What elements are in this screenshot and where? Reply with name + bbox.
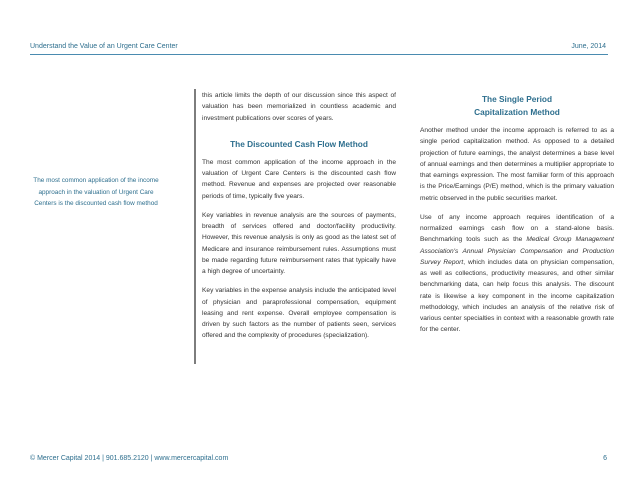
paragraph: Key variables in the expense analysis include the anticipated level of physician and paraprofessional compensation, equipment leasing and rent expense. Overall employee compensation is driven by such factors as the number of patients seen, services offered and the complexity of procedures (specialization). [202,287,396,340]
paragraph [420,212,614,336]
paragraph: Another method under the income approach is referred to as a single period capitalization method. As opposed to a detailed projection of future earnings, the analyst determines a base level of annual earnings and then determines a multiplier appropriate to that earnings expression. The most familiar form of this approach is the Price/Earnings (P/E) method, which is the primary valuation metric observed in the public securities market. [420,127,614,202]
page-number: 6 [603,455,607,462]
paragraph: The most common application of the income approach in the valuation of Urgent Care Centers is the discounted cash flow method. Revenue and expenses are projected over reasonable periods of time, typically five years. [202,158,396,200]
paragraph: Key variables in revenue analysis are the sources of payments, breadth of services offered and doctor/facility productivity. However, this revenue analysis is only as good as the latest set of Medicare and insurance reimbursement rules. Assumptions must be made regarding future reimbursement rates that typically have a high degree of uncertainty. [202,211,396,275]
header-rule [30,54,608,55]
section-heading-dcf: The Discounted Cash Flow Method [230,138,368,149]
paragraph-text: Use of any income approach requires identification of a normalized earnings cash flow on a stand-alone basis. Benchmarking tools such as the [420,213,614,244]
heading-line: The Single Period [481,94,553,104]
text-column-right [420,90,614,344]
text-column-left [202,90,396,350]
footer-contact: © Mercer Capital 2014 | 901.685.2120 | www.mercercapital.com [30,455,229,462]
running-header-date: June, 2014 [571,43,606,50]
pull-quote: The most common application of the income approach in the valuation of Urgent Care Centers is the discounted cash flow method [33,177,159,208]
paragraph: this article limits the depth of our discussion since this aspect of valuation has been memorialized in countless academic and investment publications over scores of years. [202,92,396,122]
report-title-italic: Medical Group Management Association's Annual Physician Compensation and Production Survey Report [420,236,615,266]
paragraph-text: , which includes data on physician compensation, as well as collections, productivity measures, and other similar benchmarking data, can help focus this analysis. The discount rate is likewise a key component in the income capitalization methodology, which includes an analysis of the relative risk of various center specialties in context with a reasonable growth rate for the center. [420,258,614,334]
running-header-title: Understand the Value of an Urgent Care Center [30,43,178,50]
section-heading-single-period [420,93,614,119]
column-divider [194,89,196,364]
heading-line: Capitalization Method [474,107,560,117]
